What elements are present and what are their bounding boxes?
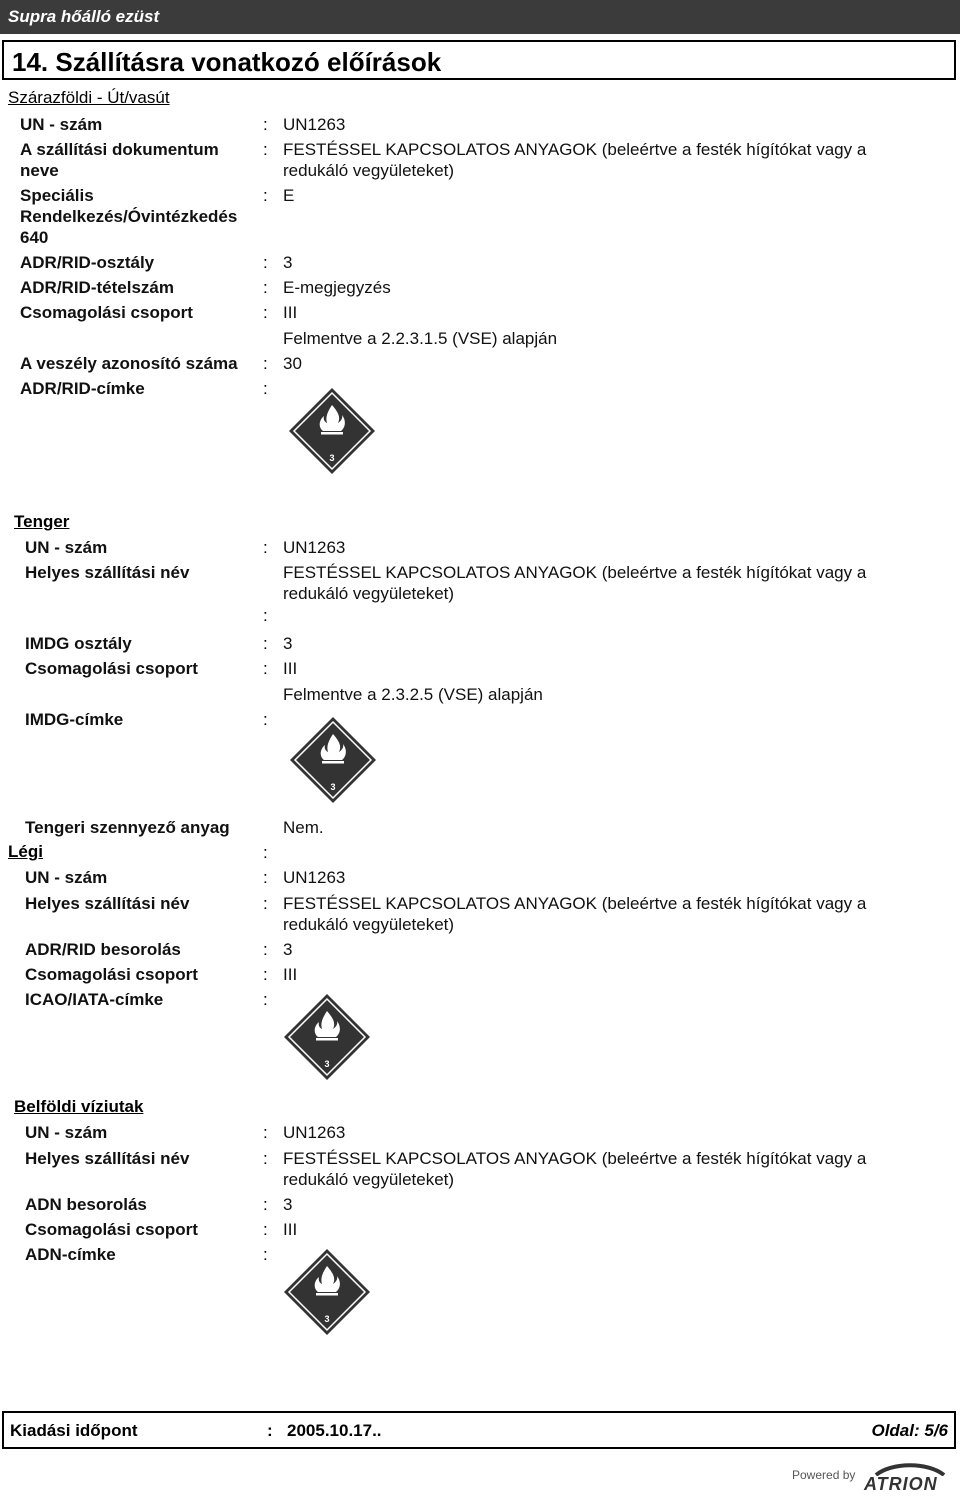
air-name-label: Helyes szállítási név [25,894,190,913]
inland-heading: Belföldi víziutak [14,1097,144,1116]
inland-class-label: ADN besorolás [25,1195,147,1214]
inland-name-value-1: FESTÉSSEL KAPCSOLATOS ANYAGOK (beleértve a festék hígítókat vagy a [283,1149,867,1168]
brand-name: ATRION [864,1474,938,1494]
sea-pollutant-label: Tengeri szennyező anyag [25,818,230,837]
land-label-label: ADR/RID-címke [20,379,145,398]
sea-pack-value: III [283,659,298,678]
air-name-value-1: FESTÉSSEL KAPCSOLATOS ANYAGOK (beleértve a festék hígítókat vagy a [283,894,867,913]
land-docname-label-2: neve [20,161,59,180]
sea-pack-label: Csomagolási csoport [25,659,198,678]
colon: : [263,1123,268,1142]
colon: : [263,659,268,678]
land-docname-label-1: A szállítási dokumentum [20,140,219,159]
page-number: Oldal: 5/6 [871,1421,948,1440]
colon: : [263,634,268,653]
colon: : [263,186,268,205]
colon: : [263,843,268,862]
air-heading: Légi [8,842,43,861]
class-number: 3 [329,453,335,463]
land-item-label: ADR/RID-tételszám [20,278,174,297]
colon: : [263,253,268,272]
inland-pack-value: III [283,1220,298,1239]
colon: : [263,1245,268,1264]
sea-label-label: IMDG-címke [25,710,124,729]
colon: : [263,278,268,297]
colon: : [263,710,268,729]
sea-class-label: IMDG osztály [25,634,132,653]
air-pack-label: Csomagolási csoport [25,965,198,984]
colon: : [263,868,268,887]
colon: : [263,538,268,557]
land-special-label-1: Speciális [20,186,94,205]
land-item-value: E-megjegyzés [283,278,391,297]
land-special-value: E [283,186,295,205]
land-un-label: UN - szám [20,115,103,134]
inland-un-value: UN1263 [283,1123,346,1142]
flammable-liquid-diamond [283,993,371,1081]
flammable-liquid-diamond [283,1248,371,1336]
inland-name-label: Helyes szállítási név [25,1149,190,1168]
air-name-value-2: redukáló vegyületeket) [283,915,455,934]
air-class-label: ADR/RID besorolás [25,940,181,959]
land-un-value: UN1263 [283,115,346,134]
land-exempt-note: Felmentve a 2.2.3.1.5 (VSE) alapján [283,329,558,348]
land-special-label-2: Rendelkezés/Óvintézkedés [20,207,238,226]
colon: : [263,1195,268,1214]
issue-date-value: 2005.10.17.. [287,1421,382,1440]
colon: : [263,894,268,913]
colon: : [263,990,268,1009]
sea-heading: Tenger [14,512,70,531]
air-label-label: ICAO/IATA-címke [25,990,164,1009]
land-pack-label: Csomagolási csoport [20,303,193,322]
land-hazard-value: 30 [283,354,302,373]
colon: : [263,606,268,625]
sea-name-label: Helyes szállítási név [25,563,190,582]
land-docname-value-1: FESTÉSSEL KAPCSOLATOS ANYAGOK (beleértve a festék hígítókat vagy a [283,140,867,159]
air-pack-value: III [283,965,298,984]
class-number: 3 [324,1314,330,1324]
class-number: 3 [330,782,336,792]
class-number: 3 [324,1059,330,1069]
issue-date-label: Kiadási időpont [10,1421,138,1440]
powered-by-text: Powered by [792,1468,856,1482]
colon: : [263,115,268,134]
land-class-label: ADR/RID-osztály [20,253,155,272]
colon: : [263,965,268,984]
colon: : [263,303,268,322]
inland-pack-label: Csomagolási csoport [25,1220,198,1239]
product-name: Supra hőálló ezüst [8,7,160,26]
flammable-liquid-diamond [289,716,377,804]
colon: : [263,379,268,398]
section-header [2,40,956,80]
flammable-liquid-diamond [288,387,376,475]
colon: : [263,940,268,959]
inland-name-value-2: redukáló vegyületeket) [283,1170,455,1189]
colon: : [263,354,268,373]
powered-by-logo [792,1462,952,1496]
colon: : [263,1220,268,1239]
air-class-value: 3 [283,940,293,959]
inland-label-label: ADN-címke [25,1245,116,1264]
colon: : [263,1149,268,1168]
document-header [0,0,960,36]
sea-pollutant-value: Nem. [283,818,324,837]
land-special-label-3: 640 [20,228,49,247]
sea-class-value: 3 [283,634,293,653]
inland-class-value: 3 [283,1195,293,1214]
air-un-label: UN - szám [25,868,108,887]
land-hazard-label: A veszély azonosító száma [20,354,238,373]
land-pack-value: III [283,303,298,322]
colon: : [263,140,268,159]
colon: : [267,1421,273,1440]
air-un-value: UN1263 [283,868,346,887]
land-class-value: 3 [283,253,293,272]
sea-name-value-1: FESTÉSSEL KAPCSOLATOS ANYAGOK (beleértve a festék hígítókat vagy a [283,563,867,582]
land-docname-value-2: redukáló vegyületeket) [283,161,455,180]
inland-un-label: UN - szám [25,1123,108,1142]
sea-exempt-note: Felmentve a 2.3.2.5 (VSE) alapján [283,685,543,704]
land-heading: Szárazföldi - Út/vasút [8,88,170,107]
section-title: 14. Szállításra vonatkozó előírások [12,47,442,77]
sea-un-label: UN - szám [25,538,108,557]
sea-name-value-2: redukáló vegyületeket) [283,584,455,603]
sea-un-value: UN1263 [283,538,346,557]
document-footer [2,1411,956,1449]
